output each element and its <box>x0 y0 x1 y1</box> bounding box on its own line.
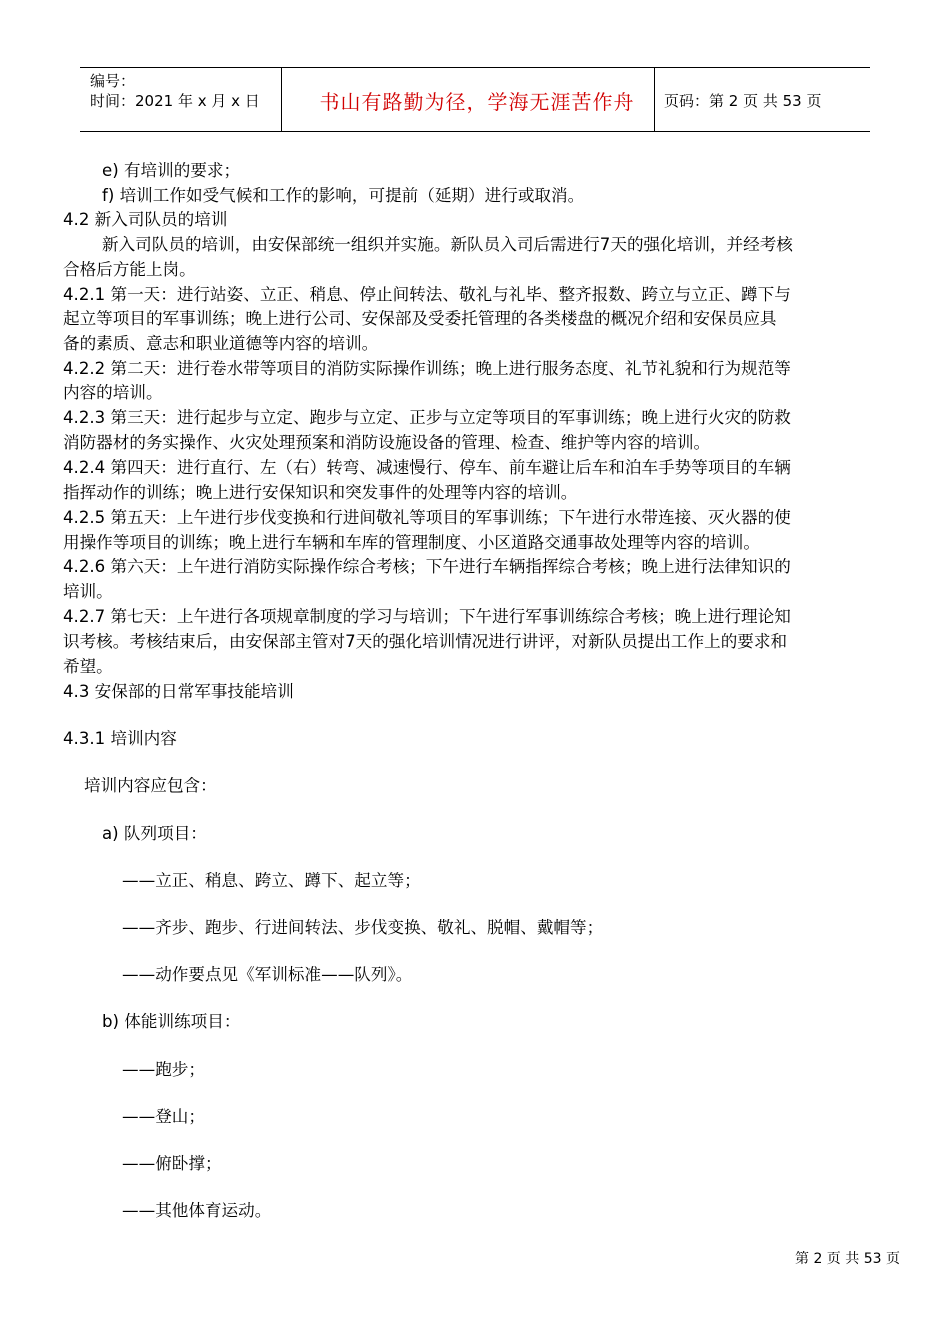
body-text-line: 用操作等项目的训练；晚上进行车辆和车库的管理制度、小区道路交通事故处理等内容的培训。 <box>63 533 760 552</box>
page-header <box>80 67 870 132</box>
body-text-line: ——立正、稍息、跨立、蹲下、起立等； <box>122 871 421 890</box>
body-text-line: 4.2.7 第七天：上午进行各项规章制度的学习与培训；下午进行军事训练综合考核；晚上进行理论知 <box>63 607 791 626</box>
header-motto: 书山有路勤为径，学海无涯苦作舟 <box>319 90 635 114</box>
body-text-line: 4.3.1 培训内容 <box>63 729 177 748</box>
body-text-line: 培训内容应包含： <box>84 776 217 795</box>
body-text-line: 4.2.6 第六天：上午进行消防实际操作综合考核；下午进行车辆指挥综合考核；晚上进行法律知识的 <box>63 557 791 576</box>
body-text-line: f) 培训工作如受气候和工作的影响，可提前（延期）进行或取消。 <box>102 186 585 205</box>
body-text-line: 4.2.5 第五天：上午进行步伐变换和行进间敬礼等项目的军事训练；下午进行水带连接、灭火器的使 <box>63 508 791 527</box>
body-text-line: e) 有培训的要求； <box>102 161 241 180</box>
body-text-line: ——其他体育运动。 <box>122 1201 272 1220</box>
body-text-line: 4.2.1 第一天：进行站姿、立正、稍息、停止间转法、敬礼与礼毕、整齐报数、跨立与立正、蹲下与 <box>63 285 791 304</box>
body-text-line: 消防器材的务实操作、火灾处理预案和消防设施设备的管理、检查、维护等内容的培训。 <box>63 433 711 452</box>
body-text-line: 4.2.3 第三天：进行起步与立定、跑步与立定、正步与立定等项目的军事训练；晚上进行火灾的防救 <box>63 408 791 427</box>
body-text-line: 合格后方能上岗。 <box>63 260 196 279</box>
body-text-line: ——俯卧撑； <box>122 1154 222 1173</box>
header-divider <box>281 68 282 131</box>
body-text-line: ——登山； <box>122 1107 205 1126</box>
body-text-line: 备的素质、意志和职业道德等内容的培训。 <box>63 334 379 353</box>
body-text-line: 4.3 安保部的日常军事技能培训 <box>63 682 294 701</box>
body-text-line: 4.2.4 第四天：进行直行、左（右）转弯、减速慢行、停车、前车避让后车和泊车手势等项目的车辆 <box>63 458 791 477</box>
body-text-line: b) 体能训练项目： <box>102 1012 241 1031</box>
body-text-line: 4.2 新入司队员的培训 <box>63 210 228 229</box>
body-text-line: ——跑步； <box>122 1060 205 1079</box>
body-text-line: 内容的培训。 <box>63 383 163 402</box>
body-text-line: ——齐步、跑步、行进间转法、步伐变换、敬礼、脱帽、戴帽等； <box>122 918 604 937</box>
footer-page-number: 第 2 页 共 53 页 <box>795 1251 900 1267</box>
body-text-line: ——动作要点见《军训标准——队列》。 <box>122 965 413 984</box>
doc-number-label: 编号： <box>90 72 136 90</box>
body-text-line: 识考核。考核结束后，由安保部主管对7天的强化培训情况进行讲评，对新队员提出工作上的要求和 <box>63 632 788 651</box>
body-text-line: a) 队列项目： <box>102 824 207 843</box>
doc-date: 时间：2021 年 x 月 x 日 <box>90 92 260 110</box>
header-divider <box>654 68 655 131</box>
body-text-line: 指挥动作的训练；晚上进行安保知识和突发事件的处理等内容的培训。 <box>63 483 578 502</box>
body-text-line: 新入司队员的培训，由安保部统一组织并实施。新队员入司后需进行7天的强化培训，并经考核 <box>102 235 793 254</box>
header-page-number: 页码：第 2 页 共 53 页 <box>664 92 822 110</box>
body-text-line: 培训。 <box>63 582 113 601</box>
body-text-line: 希望。 <box>63 657 113 676</box>
body-text-line: 起立等项目的军事训练；晚上进行公司、安保部及受委托管理的各类楼盘的概况介绍和安保员应具 <box>63 309 777 328</box>
body-text-line: 4.2.2 第二天：进行卷水带等项目的消防实际操作训练；晚上进行服务态度、礼节礼貌和行为规范等 <box>63 359 791 378</box>
